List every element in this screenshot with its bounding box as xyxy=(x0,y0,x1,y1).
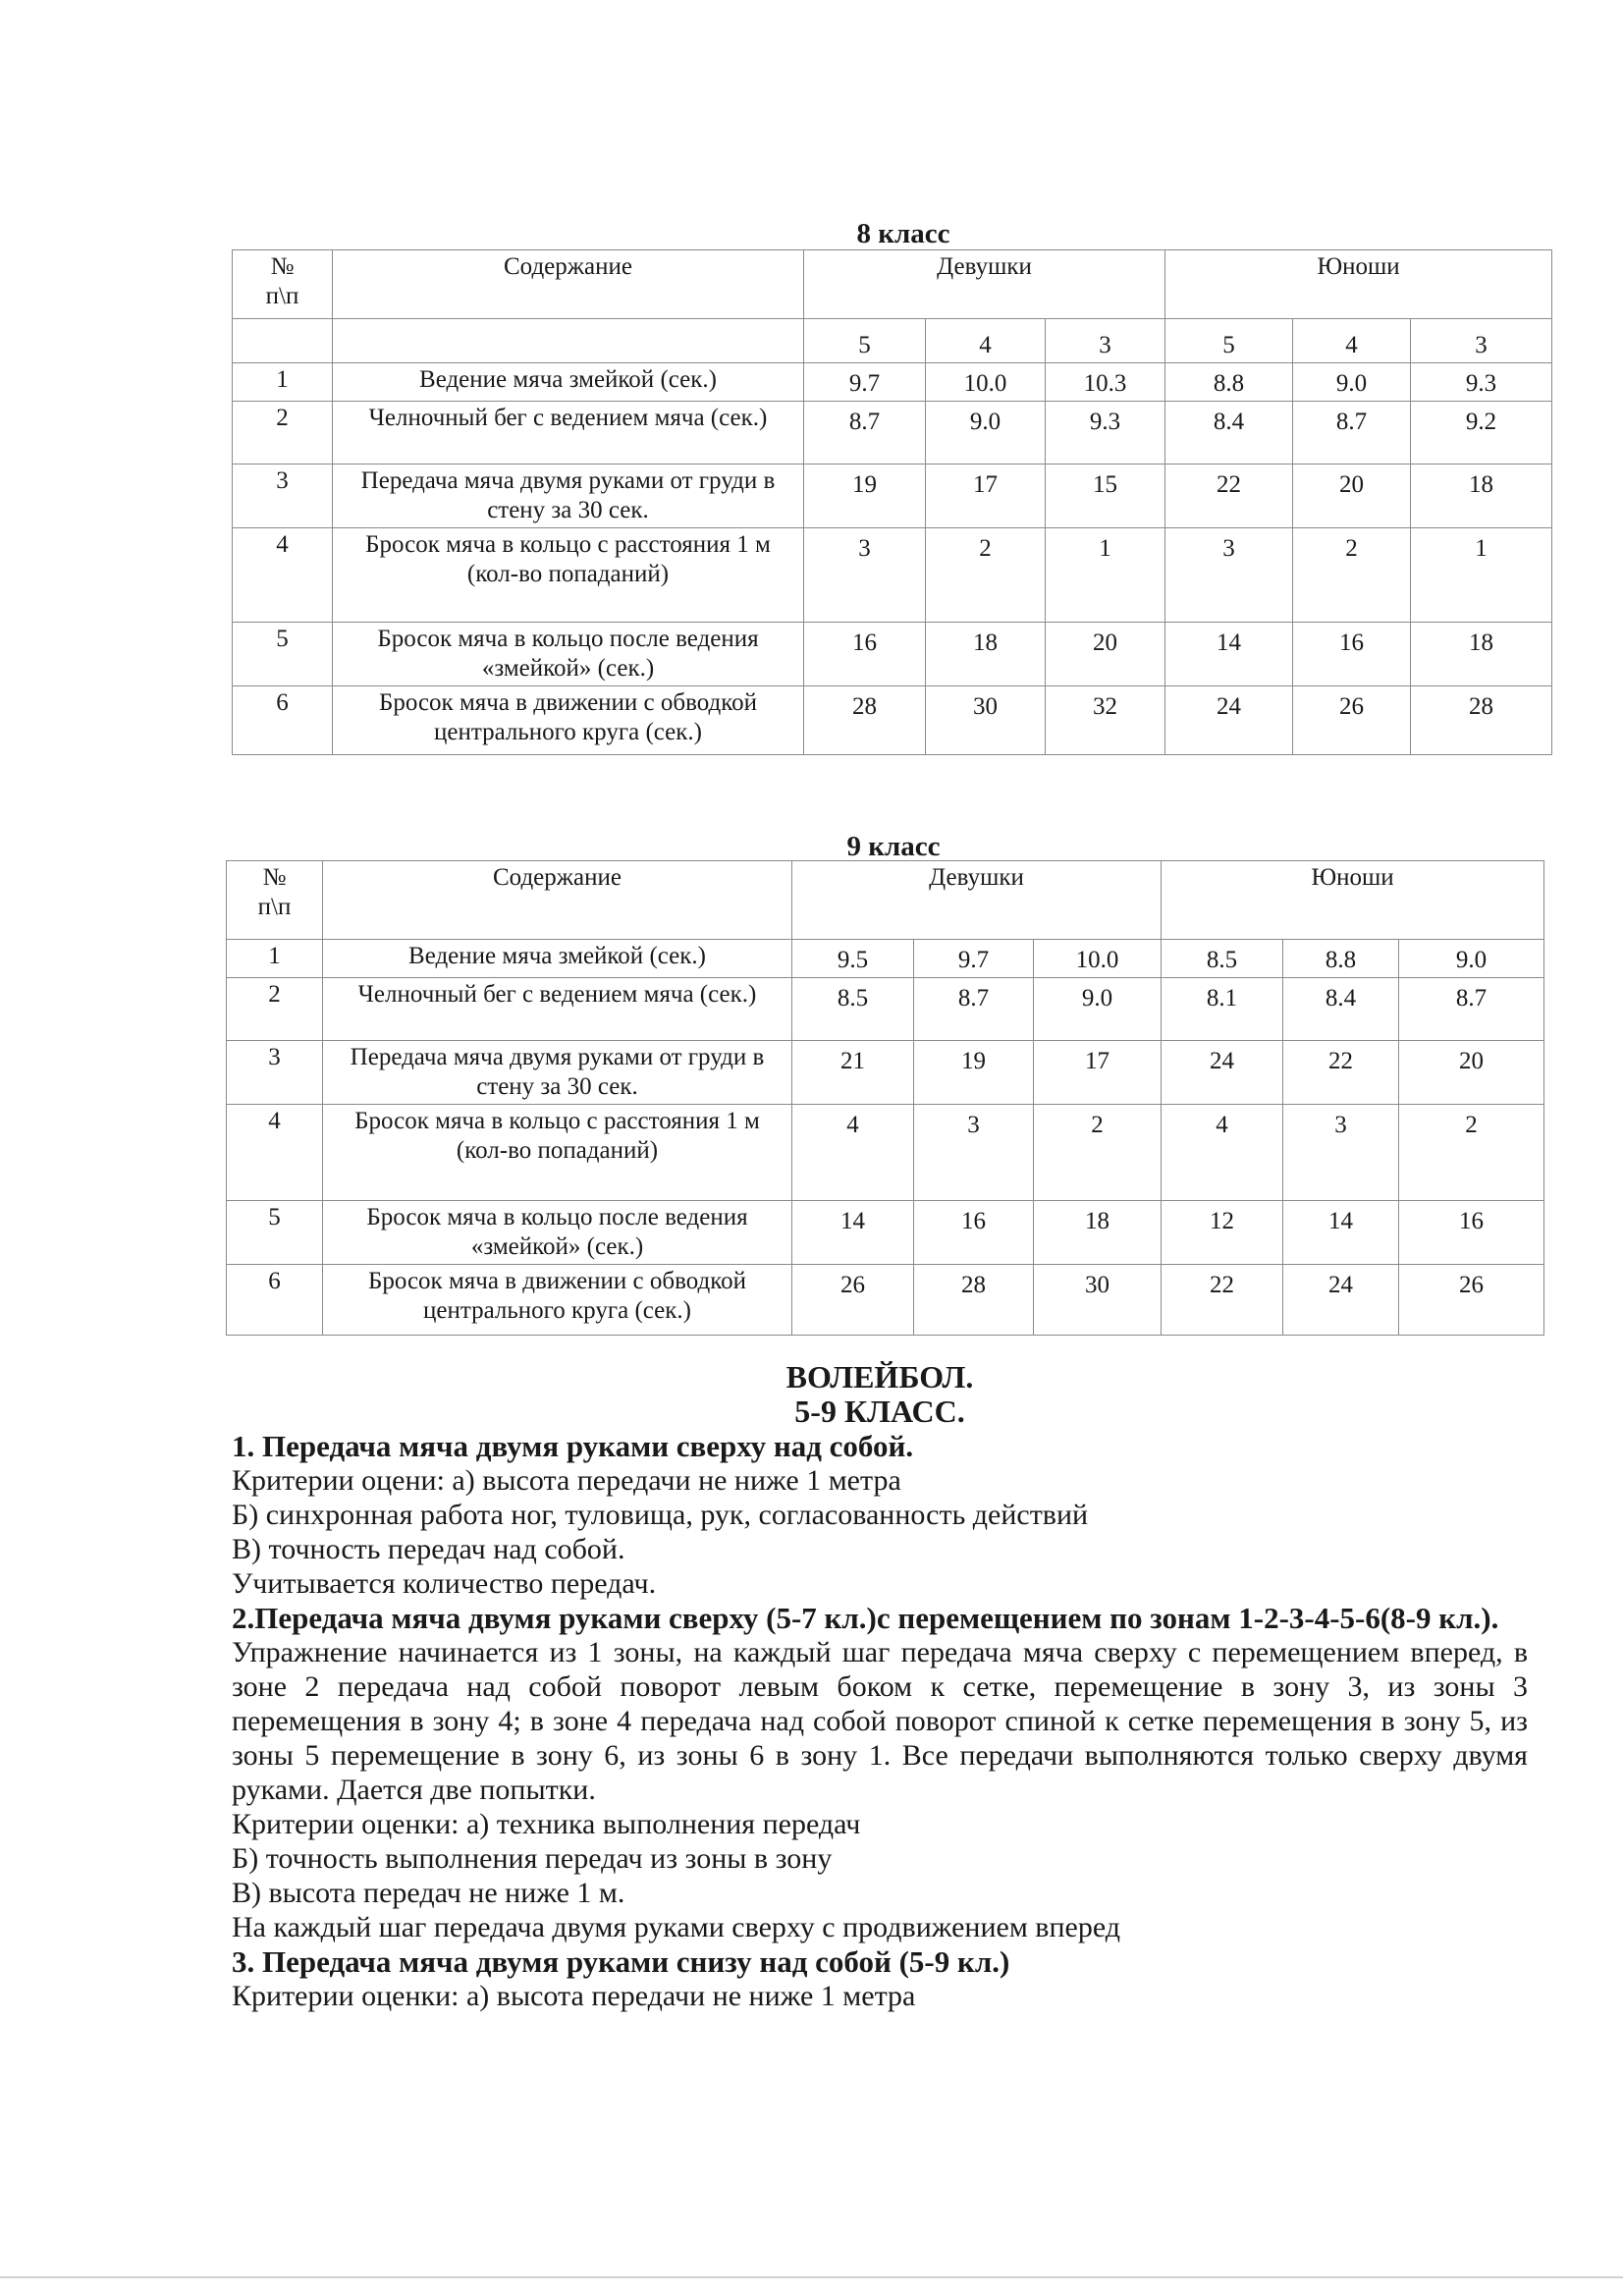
section-1-line: Критерии оцени: а) высота передачи не ниже 1 метра xyxy=(232,1464,901,1497)
value-cell: 3 xyxy=(1165,528,1293,623)
value-cell: 3 xyxy=(914,1105,1034,1201)
row-number: 3 xyxy=(227,1041,323,1105)
value-cell: 18 xyxy=(1411,465,1552,528)
table-row xyxy=(233,402,1552,465)
value-cell: 10.3 xyxy=(1046,363,1165,402)
table8-caption: 8 класс xyxy=(856,218,950,249)
table8-grade: 4 xyxy=(1293,319,1411,363)
value-cell: 26 xyxy=(1293,686,1411,755)
value-cell: 8.5 xyxy=(792,978,914,1041)
table-row xyxy=(233,686,1552,755)
value-cell: 9.0 xyxy=(1034,978,1162,1041)
value-cell: 9.7 xyxy=(914,940,1034,978)
table9-caption: 9 класс xyxy=(846,831,941,862)
value-cell: 22 xyxy=(1162,1265,1283,1336)
table-row xyxy=(227,1105,1544,1201)
section-2-line: На каждый шаг передача двумя руками сверху с продвижением вперед xyxy=(232,1911,1121,1943)
value-cell: 18 xyxy=(1034,1201,1162,1265)
value-cell: 8.4 xyxy=(1165,402,1293,465)
value-cell: 20 xyxy=(1399,1041,1544,1105)
table9-col-content: Содержание xyxy=(323,861,792,940)
table8-col-boys: Юноши xyxy=(1165,250,1552,319)
row-number: 5 xyxy=(233,623,333,686)
value-cell: 8.5 xyxy=(1162,940,1283,978)
value-cell: 18 xyxy=(926,623,1046,686)
value-cell: 24 xyxy=(1165,686,1293,755)
value-cell: 10.0 xyxy=(926,363,1046,402)
value-cell: 21 xyxy=(792,1041,914,1105)
value-cell: 30 xyxy=(926,686,1046,755)
table8-col-girls: Девушки xyxy=(804,250,1165,319)
row-content: Бросок мяча в кольцо с расстояния 1 м (кол-во попаданий) xyxy=(333,528,804,623)
value-cell: 17 xyxy=(1034,1041,1162,1105)
row-number: 2 xyxy=(227,978,323,1041)
value-cell: 18 xyxy=(1411,623,1552,686)
table8-grade: 5 xyxy=(804,319,926,363)
volleyball-subtitle: 5-9 КЛАСС. xyxy=(794,1394,965,1429)
value-cell: 9.3 xyxy=(1046,402,1165,465)
row-number: 6 xyxy=(233,686,333,755)
row-content: Челночный бег с ведением мяча (сек.) xyxy=(333,402,804,465)
value-cell: 24 xyxy=(1162,1041,1283,1105)
table8-grade: 5 xyxy=(1165,319,1293,363)
row-number: 1 xyxy=(233,363,333,402)
table8-grades-row xyxy=(233,319,1552,363)
table-row xyxy=(233,528,1552,623)
table-row xyxy=(227,1265,1544,1336)
value-cell: 1 xyxy=(1411,528,1552,623)
row-content: Челночный бег с ведением мяча (сек.) xyxy=(323,978,792,1041)
value-cell: 32 xyxy=(1046,686,1165,755)
table9 xyxy=(226,860,1544,1336)
value-cell: 28 xyxy=(1411,686,1552,755)
value-cell: 15 xyxy=(1046,465,1165,528)
value-cell: 19 xyxy=(804,465,926,528)
row-content: Ведение мяча змейкой (сек.) xyxy=(323,940,792,978)
table9-header-row xyxy=(227,861,1544,940)
table8-col-content: Содержание xyxy=(333,250,804,319)
value-cell: 19 xyxy=(914,1041,1034,1105)
value-cell: 8.8 xyxy=(1165,363,1293,402)
value-cell: 4 xyxy=(792,1105,914,1201)
value-cell: 22 xyxy=(1283,1041,1399,1105)
table8-col-num: № п\п xyxy=(233,250,333,319)
table8-grade: 4 xyxy=(926,319,1046,363)
value-cell: 2 xyxy=(1293,528,1411,623)
value-cell: 8.7 xyxy=(1399,978,1544,1041)
table8-grades-empty xyxy=(333,319,804,363)
value-cell: 4 xyxy=(1162,1105,1283,1201)
value-cell: 9.5 xyxy=(792,940,914,978)
row-number: 5 xyxy=(227,1201,323,1265)
section-2-line: В) высота передач не ниже 1 м. xyxy=(232,1877,625,1909)
value-cell: 8.7 xyxy=(804,402,926,465)
section-2-paragraph: Упражнение начинается из 1 зоны, на каждый шаг передача мяча сверху с перемещением вперед, в зоне 2 передача над собой поворот левым боком к сетке, перемещение в зону 3, из зоны 3 перемещения в зону 4; в зоне 4 передача над собой поворот спиной к сетке перемещения в зону 5, из зоны 5 перемещение в зону 6, из зоны 6 в зону 1. Все передачи выполняются только сверху двумя руками. Дается две попытки. xyxy=(232,1636,1528,1806)
table-row xyxy=(233,465,1552,528)
row-content: Бросок мяча в движении с обводкой центрального круга (сек.) xyxy=(333,686,804,755)
volleyball-section xyxy=(232,1360,1528,2013)
section-1-line: Б) синхронная работа ног, туловища, рук, согласованность действий xyxy=(232,1499,1089,1531)
section-3-line: Критерии оценки: а) высота передачи не ниже 1 метра xyxy=(232,1980,916,2012)
value-cell: 14 xyxy=(792,1201,914,1265)
section-1-heading: 1. Передача мяча двумя руками сверху над собой. xyxy=(232,1429,914,1463)
table9-col-girls: Девушки xyxy=(792,861,1162,940)
value-cell: 16 xyxy=(804,623,926,686)
value-cell: 10.0 xyxy=(1034,940,1162,978)
value-cell: 30 xyxy=(1034,1265,1162,1336)
table9-col-num: № п\п xyxy=(227,861,323,940)
row-content: Передача мяча двумя руками от груди в стену за 30 сек. xyxy=(333,465,804,528)
row-number: 1 xyxy=(227,940,323,978)
row-content: Бросок мяча в кольцо после ведения «змейкой» (сек.) xyxy=(323,1201,792,1265)
table8 xyxy=(232,249,1552,755)
row-number: 3 xyxy=(233,465,333,528)
row-content: Бросок мяча в кольцо после ведения «змейкой» (сек.) xyxy=(333,623,804,686)
row-number: 4 xyxy=(233,528,333,623)
row-number: 2 xyxy=(233,402,333,465)
table-row xyxy=(233,363,1552,402)
value-cell: 9.0 xyxy=(926,402,1046,465)
table8-header-row xyxy=(233,250,1552,319)
value-cell: 8.7 xyxy=(1293,402,1411,465)
table-row xyxy=(227,940,1544,978)
value-cell: 16 xyxy=(1399,1201,1544,1265)
value-cell: 3 xyxy=(1283,1105,1399,1201)
value-cell: 14 xyxy=(1283,1201,1399,1265)
row-content: Ведение мяча змейкой (сек.) xyxy=(333,363,804,402)
value-cell: 28 xyxy=(804,686,926,755)
value-cell: 28 xyxy=(914,1265,1034,1336)
value-cell: 8.4 xyxy=(1283,978,1399,1041)
section-1-line: Учитывается количество передач. xyxy=(232,1567,657,1600)
value-cell: 24 xyxy=(1283,1265,1399,1336)
volleyball-title: ВОЛЕЙБОЛ. xyxy=(785,1359,974,1394)
scan-edge-line xyxy=(0,2276,1623,2278)
value-cell: 16 xyxy=(1293,623,1411,686)
value-cell: 3 xyxy=(804,528,926,623)
value-cell: 22 xyxy=(1165,465,1293,528)
value-cell: 9.0 xyxy=(1293,363,1411,402)
section-2-line: Критерии оценки: а) техника выполнения передач xyxy=(232,1808,861,1840)
value-cell: 17 xyxy=(926,465,1046,528)
value-cell: 9.2 xyxy=(1411,402,1552,465)
value-cell: 8.7 xyxy=(914,978,1034,1041)
value-cell: 12 xyxy=(1162,1201,1283,1265)
table8-grade: 3 xyxy=(1411,319,1552,363)
value-cell: 16 xyxy=(914,1201,1034,1265)
value-cell: 8.1 xyxy=(1162,978,1283,1041)
table-row xyxy=(227,1201,1544,1265)
value-cell: 26 xyxy=(792,1265,914,1336)
row-content: Бросок мяча в кольцо с расстояния 1 м (кол-во попаданий) xyxy=(323,1105,792,1201)
table-row xyxy=(227,1041,1544,1105)
value-cell: 26 xyxy=(1399,1265,1544,1336)
table-row xyxy=(227,978,1544,1041)
table-row xyxy=(233,623,1552,686)
value-cell: 2 xyxy=(1034,1105,1162,1201)
value-cell: 20 xyxy=(1046,623,1165,686)
table8-grade: 3 xyxy=(1046,319,1165,363)
row-content: Бросок мяча в движении с обводкой центрального круга (сек.) xyxy=(323,1265,792,1336)
row-content: Передача мяча двумя руками от груди в стену за 30 сек. xyxy=(323,1041,792,1105)
value-cell: 14 xyxy=(1165,623,1293,686)
value-cell: 9.7 xyxy=(804,363,926,402)
value-cell: 1 xyxy=(1046,528,1165,623)
value-cell: 2 xyxy=(1399,1105,1544,1201)
section-2-heading: 2.Передача мяча двумя руками сверху (5-7 кл.)с перемещением по зонам 1-2-3-4-5-6(8-9 кл.). xyxy=(232,1601,1499,1635)
section-1-line: В) точность передач над собой. xyxy=(232,1533,625,1565)
value-cell: 9.3 xyxy=(1411,363,1552,402)
section-2-line: Б) точность выполнения передач из зоны в зону xyxy=(232,1842,833,1875)
table9-col-boys: Юноши xyxy=(1162,861,1544,940)
row-number: 4 xyxy=(227,1105,323,1201)
value-cell: 2 xyxy=(926,528,1046,623)
section-3-heading: 3. Передача мяча двумя руками снизу над собой (5-9 кл.) xyxy=(232,1944,1010,1979)
table8-grades-empty xyxy=(233,319,333,363)
row-number: 6 xyxy=(227,1265,323,1336)
value-cell: 20 xyxy=(1293,465,1411,528)
value-cell: 9.0 xyxy=(1399,940,1544,978)
value-cell: 8.8 xyxy=(1283,940,1399,978)
